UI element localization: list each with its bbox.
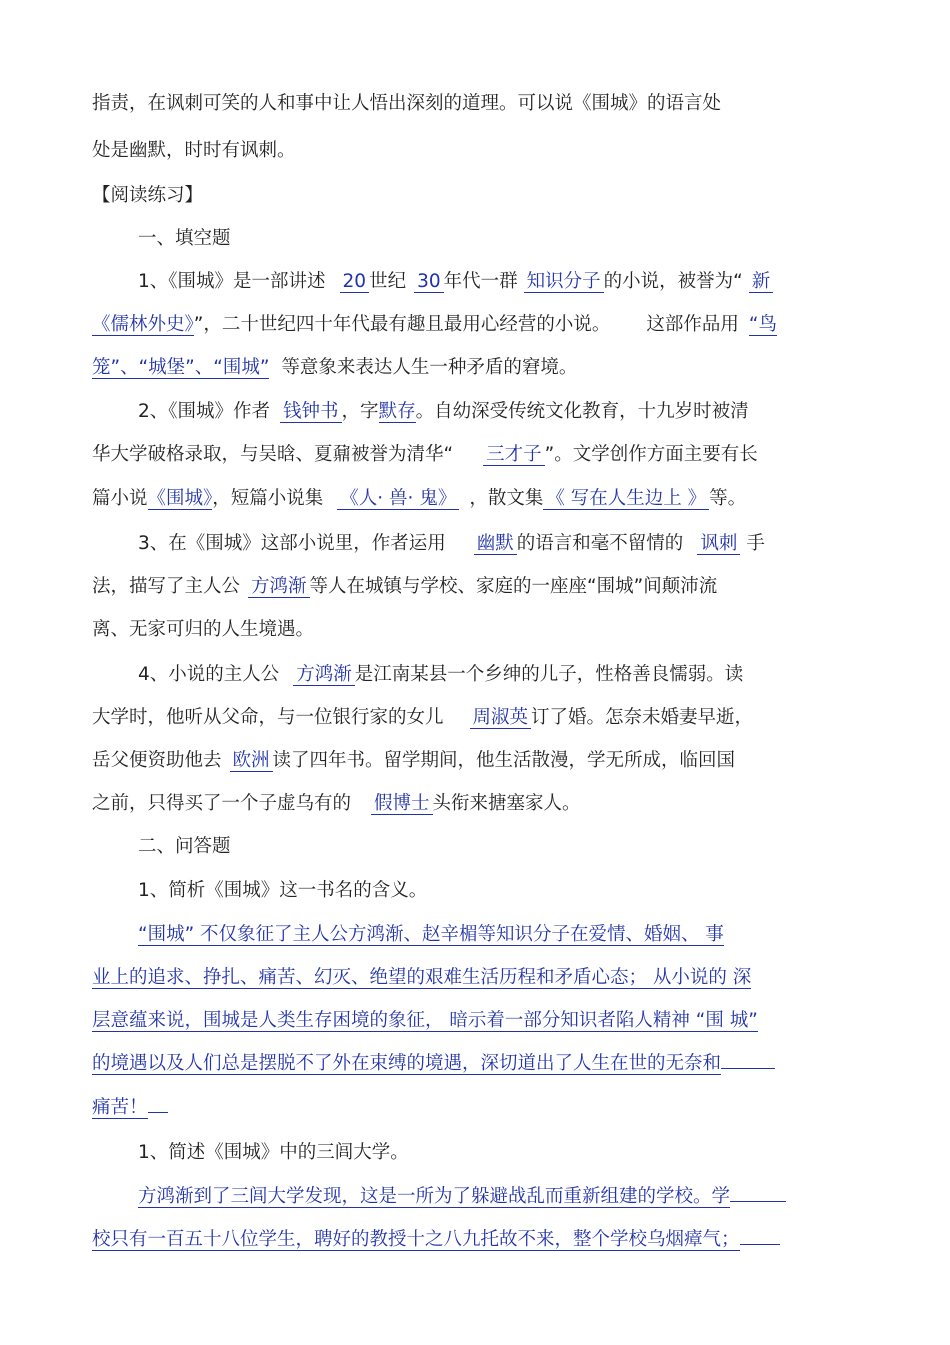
q4-line-3: 岳父便资助他去 欧洲 读了四年书。留学期间，他生活散漫，学无所成，临回国 <box>92 750 736 771</box>
answer-blank: 方鸿渐 <box>293 664 355 686</box>
answer-blank: 30 <box>414 271 444 293</box>
answer-blank: 知识分子 <box>524 271 604 293</box>
answer-blank: 《 写在人生边上 》 <box>543 488 709 510</box>
answer-blank: 幽默 <box>474 533 517 555</box>
p2q1-answer-line-5: 痛苦！ <box>92 1093 168 1123</box>
answer-blank: 《人· 兽· 鬼》 <box>337 488 459 510</box>
p2q1-question: 1、简析《围城》这一书名的含义。 <box>138 880 428 901</box>
part2-title: 二、问答题 <box>138 836 231 857</box>
intro-line-1: 指责，在讽刺可笑的人和事中让人悟出深刻的道理。可以说《围城》的语言处 <box>92 93 722 114</box>
q3-line-1: 3、在《围城》这部小说里，作者运用 幽默 的语言和毫不留情的 讽刺 手 <box>138 533 765 554</box>
q1-line-2: 《儒林外史》”，二十世纪四十年代最有趣且最用心经营的小说。 这部作品用 “鸟 <box>92 314 777 335</box>
p2q1-answer-line-4: 的境遇以及人们总是摆脱不了外在束缚的境遇，深切道出了人生在世的无奈和 <box>92 1049 775 1079</box>
p2q1-answer-line-1: “围城” 不仅象征了主人公方鸿渐、赵辛楣等知识分子在爱情、婚姻、 事 <box>138 924 724 945</box>
answer-blank: 三才子 <box>483 444 545 466</box>
q1-line-3: 笼”、“城堡”、“围城” 等意象来表达人生一种矛盾的窘境。 <box>92 357 578 378</box>
answer-blank: 方鸿渐 <box>248 576 310 598</box>
q4-line-1: 4、小说的主人公 方鸿渐 是江南某县一个乡绅的儿子，性格善良懦弱。读 <box>138 664 744 685</box>
answer-blank: 钱钟书 <box>280 401 342 423</box>
q2-line-3: 篇小说《围城》，短篇小说集 《人· 兽· 鬼》 ，散文集 《 写在人生边上 》 等。 <box>92 488 747 509</box>
p2q2-answer-line-1: 方鸿渐到了三闾大学发现，这是一所为了躲避战乱而重新组建的学校。学 <box>138 1182 786 1212</box>
answer-blank: 周淑英 <box>470 707 532 729</box>
q4-line-4: 之前，只得买了一个子虚乌有的 假博士 头衔来搪塞家人。 <box>92 793 581 814</box>
answer-blank: 讽刺 <box>697 533 740 555</box>
p2q2-answer-line-2: 校只有一百五十八位学生，聘好的教授十之八九托故不来，整个学校乌烟瘴气； <box>92 1225 780 1255</box>
p2q1-answer-line-2: 业上的追求、挣扎、痛苦、幻灭、绝望的艰难生活历程和矛盾心态； 从小说的 深 <box>92 967 752 988</box>
answer-blank: 笼”、“城堡”、“围城” <box>92 357 270 378</box>
answer-blank: 新 <box>749 271 774 293</box>
p2q1-answer-line-3: 层意蕴来说，围城是人类生存困境的象征， 暗示着一部分知识者陷人精神 “围 城” <box>92 1010 758 1031</box>
answer-blank: 默存 <box>378 401 416 422</box>
answer-blank: “鸟 <box>748 314 777 335</box>
p2q2-question: 1、简述《围城》中的三闾大学。 <box>138 1142 409 1163</box>
answer-blank: 《围城》 <box>147 488 213 509</box>
q3-line-2: 法，描写了主人公 方鸿渐 等人在城镇与学校、家庭的一座座“围城”间颠沛流 <box>92 576 718 597</box>
q2-line-2: 华大学破格录取，与吴晗、夏鼐被誉为清华“ 三才子 ”。文学创作方面主要有长 <box>92 444 758 465</box>
answer-blank: 假博士 <box>371 793 433 815</box>
q4-line-2: 大学时，他听从父命，与一位银行家的女儿 周淑英 订了婚。怎奈未婚妻早逝， <box>92 707 754 728</box>
intro-line-2: 处是幽默，时时有讽刺。 <box>92 140 296 161</box>
answer-blank: 20 <box>340 271 370 293</box>
q3-line-3: 离、无家可归的人生境遇。 <box>92 619 315 640</box>
section-heading: 【阅读练习】 <box>92 185 204 206</box>
answer-blank: 欧洲 <box>230 750 273 772</box>
part1-title: 一、填空题 <box>138 228 231 249</box>
q2-line-1: 2、《围城》作者 钱钟书 ，字默存。自幼深受传统文化教育，十九岁时被清 <box>138 401 749 422</box>
answer-blank: 《儒林外史》 <box>92 314 194 335</box>
q1-line-1: 1、《围城》是一部讲述 20 世纪 30 年代一群 知识分子 的小说，被誉为“ 新 <box>138 267 773 297</box>
